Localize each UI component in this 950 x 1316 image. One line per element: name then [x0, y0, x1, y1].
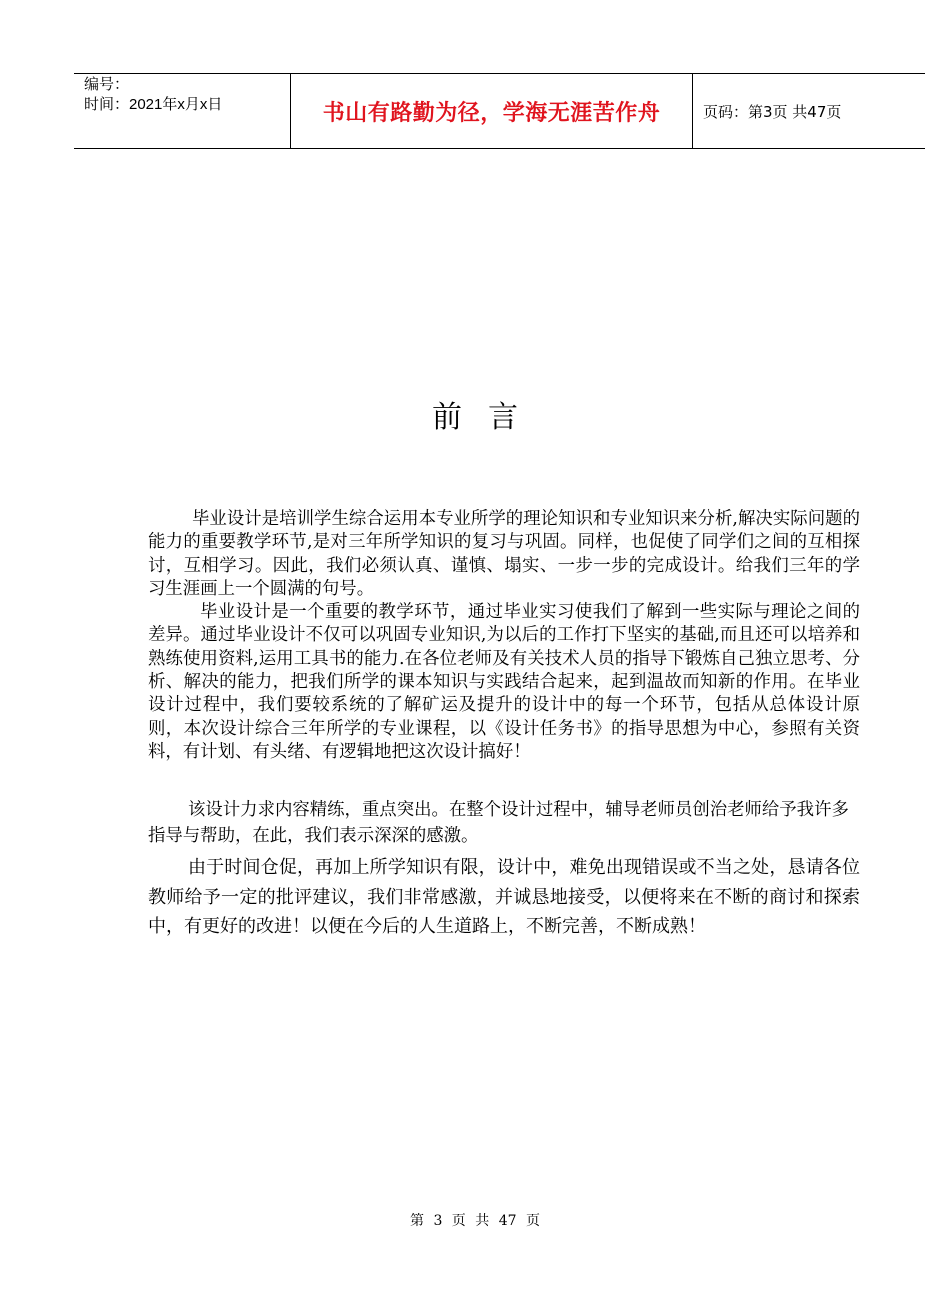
- body-section-intro: [148, 508, 860, 764]
- paragraph-3: 该设计力求内容精练，重点突出。在整个设计过程中，辅导老师员创治老师给予我许多指导与帮助，在此，我们表示深深的感激。: [148, 800, 849, 846]
- page-title: 前言: [432, 400, 544, 435]
- paragraph-1: 毕业设计是培训学生综合运用本专业所学的理论知识和专业知识来分析,解决实际问题的能力的重要教学环节,是对三年所学知识的复习与巩固。同样，也促使了同学们之间的互相探讨，互相学习。因此，我们必须认真、谨慎、塌实、一步一步的完成设计。给我们三年的学习生涯画上一个圆满的句号。: [148, 509, 860, 599]
- header-page-number: 页码：第3页 共47页: [703, 102, 842, 121]
- header-meta: [74, 74, 290, 148]
- header-motto: 书山有路勤为径，学海无涯苦作舟: [322, 100, 661, 126]
- header-divider: [692, 74, 693, 148]
- document-number-label: 编号：: [84, 76, 130, 93]
- page-footer: 第 3 页 共 47 页: [410, 1213, 540, 1229]
- paragraph-4: 由于时间仓促，再加上所学知识有限，设计中，难免出现错误或不当之处，恳请各位教师给予一定的批评建议，我们非常感激，并诚恳地接受，以便将来在不断的商讨和探索中，有更好的改进！以便在今后的人生道路上，不断完善，不断成熟！: [148, 857, 860, 937]
- document-time-label: 时间：2021年x月x日: [84, 96, 223, 113]
- body-section-thanks: [148, 797, 860, 849]
- body-section-closing: [148, 853, 860, 942]
- paragraph-2: 毕业设计是一个重要的教学环节，通过毕业实习使我们了解到一些实际与理论之间的差异。通过毕业设计不仅可以巩固专业知识,为以后的工作打下坚实的基础,而且还可以培养和熟练使用资料,运用工具书的能力.在各位老师及有关技术人员的指导下锻炼自己独立思考、分析、解决的能力，把我们所学的课本知识与实践结合起来，起到温故而知新的作用。在毕业设计过程中，我们要较系统的了解矿运及提升的设计中的每一个环节，包括从总体设计原则，本次设计综合三年所学的专业课程，以《设计任务书》的指导思想为中心，参照有关资料，有计划、有头绪、有逻辑地把这次设计搞好！: [148, 602, 860, 762]
- page-header: [74, 73, 925, 149]
